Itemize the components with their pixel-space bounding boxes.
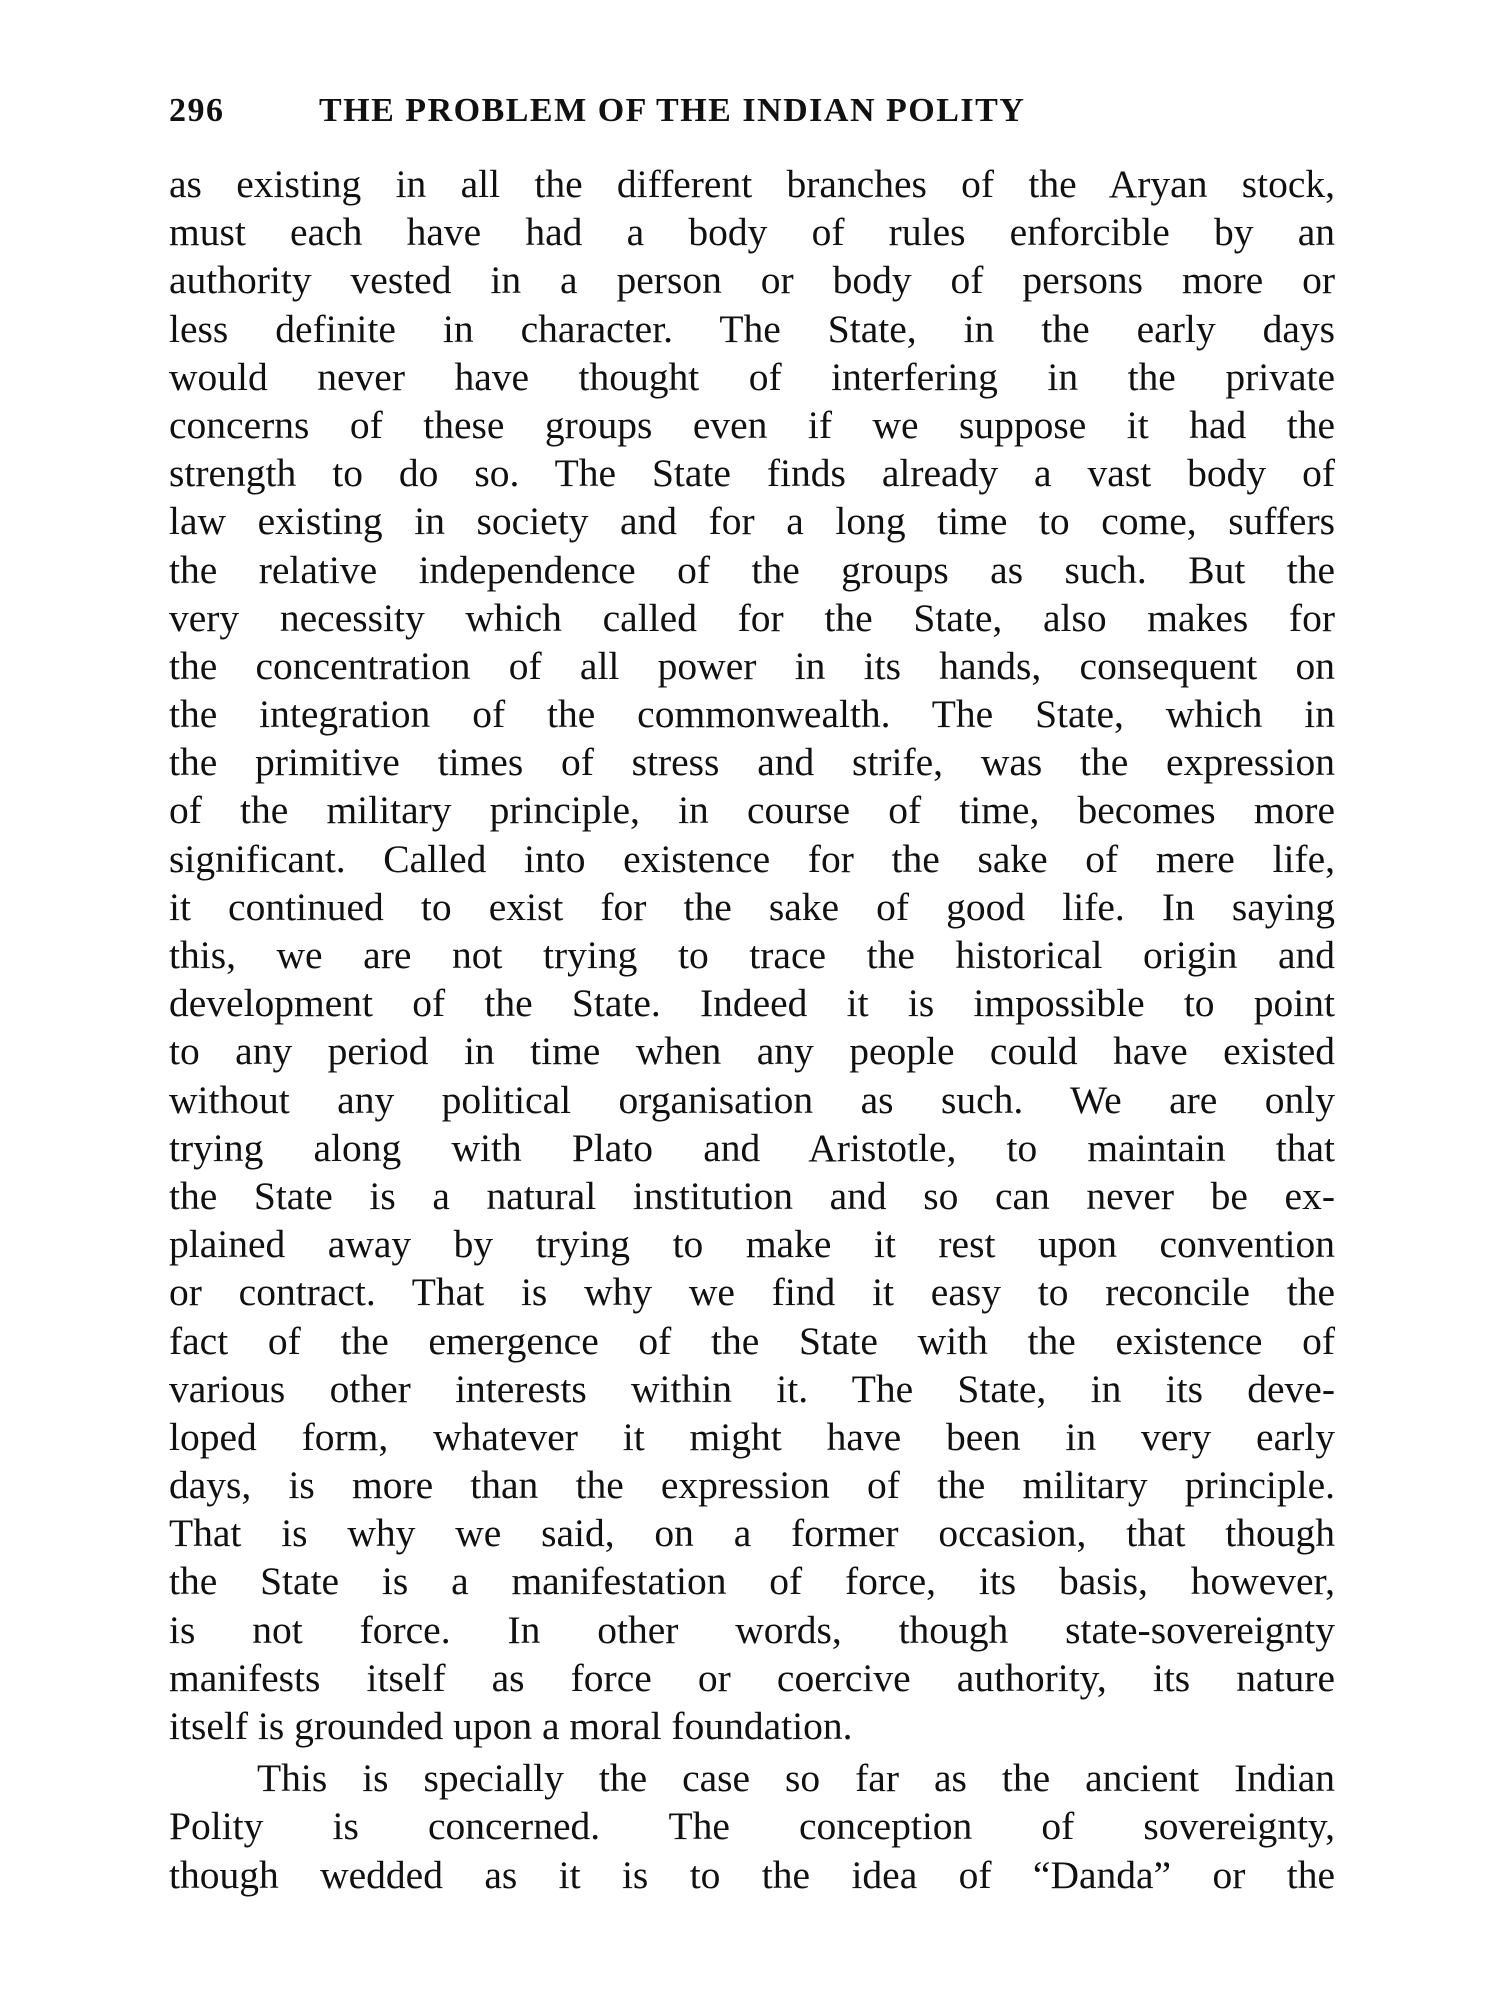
text-line: itself is grounded upon a moral foundation. <box>169 1704 853 1748</box>
text-line: as existing in all the different branches of the Aryan stock, <box>169 162 1335 206</box>
text-line: the relative independence of the groups as such. But the <box>169 547 1335 592</box>
text-line: very necessity which called for the State, also makes for <box>169 595 1335 640</box>
text-line: loped form, whatever it might have been in very early <box>169 1414 1335 1459</box>
page-number: 296 <box>169 92 225 129</box>
text-line: to any period in time when any people could have existed <box>169 1029 1335 1074</box>
body-text <box>169 160 1335 1899</box>
text-line: strength to do so. The State finds already a vast body of <box>169 451 1335 496</box>
text-line: manifests itself as force or coercive authority, its nature <box>169 1655 1335 1700</box>
text-line: the concentration of all power in its hands, consequent on <box>169 643 1335 688</box>
text-line: though wedded as it is to the idea of “Danda” or the <box>169 1852 1335 1897</box>
text-line: it continued to exist for the sake of good life. In saying <box>169 884 1335 929</box>
text-line: would never have thought of interfering in the private <box>169 354 1335 399</box>
text-line: law existing in society and for a long time to come, suffers <box>169 499 1335 544</box>
text-line: the State is a manifestation of force, its basis, however, <box>169 1559 1335 1604</box>
text-line: significant. Called into existence for the sake of mere life, <box>169 836 1335 881</box>
text-line: fact of the emergence of the State with the existence of <box>169 1318 1335 1363</box>
text-line: authority vested in a person or body of persons more or <box>169 258 1335 303</box>
text-line: plained away by trying to make it rest upon convention <box>169 1222 1335 1267</box>
text-line: must each have had a body of rules enforcible by an <box>169 210 1335 255</box>
text-line: without any political organisation as such. We are only <box>169 1077 1335 1122</box>
paragraph <box>169 160 1335 1750</box>
text-line: less definite in character. The State, in the early days <box>169 306 1335 351</box>
text-line: That is why we said, on a former occasion, that though <box>169 1511 1335 1556</box>
text-line: the primitive times of stress and strife, was the expression <box>169 740 1335 785</box>
text-line: development of the State. Indeed it is impossible to point <box>169 981 1335 1026</box>
text-line: trying along with Plato and Aristotle, to maintain that <box>169 1125 1335 1170</box>
running-title: THE PROBLEM OF THE INDIAN POLITY <box>319 92 1026 129</box>
text-line: This is specially the case so far as the ancient Indian <box>257 1756 1335 1801</box>
text-line: Polity is concerned. The conception of sovereignty, <box>169 1804 1335 1849</box>
text-line: is not force. In other words, though state-sovereignty <box>169 1607 1335 1652</box>
paragraph <box>169 1754 1335 1899</box>
text-line: this, we are not trying to trace the historical origin and <box>169 933 1335 977</box>
text-line: various other interests within it. The State, in its deve- <box>169 1366 1335 1411</box>
text-line: the integration of the commonwealth. The State, which in <box>169 692 1335 737</box>
text-line: concerns of these groups even if we suppose it had the <box>169 402 1335 447</box>
text-line: the State is a natural institution and so can never be ex- <box>169 1173 1335 1218</box>
text-line: days, is more than the expression of the military principle. <box>169 1463 1335 1508</box>
page-header <box>169 92 1169 142</box>
text-line: or contract. That is why we find it easy to reconcile the <box>169 1270 1335 1315</box>
text-line: of the military principle, in course of time, becomes more <box>169 788 1335 833</box>
